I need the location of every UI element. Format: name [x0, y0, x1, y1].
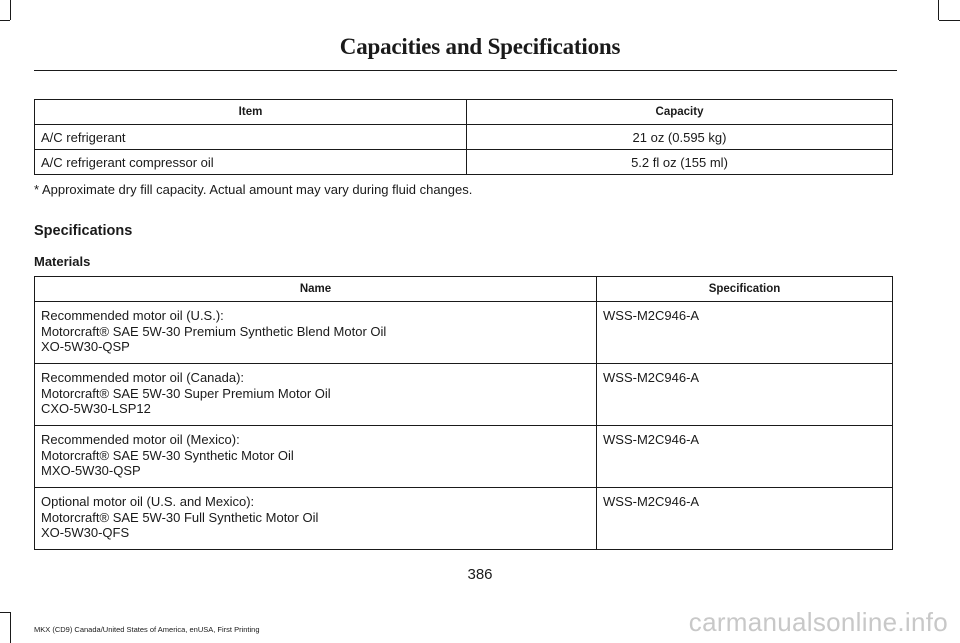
- title-rule: [34, 70, 897, 71]
- footnote: * Approximate dry fill capacity. Actual amount may vary during fluid changes.: [34, 182, 473, 197]
- specification-cell: WSS-M2C946-A: [597, 426, 893, 488]
- table-header-row: [35, 277, 893, 302]
- crop-mark-top-right-h: [939, 20, 960, 21]
- column-header-capacity: Capacity: [467, 100, 893, 125]
- section-heading: Specifications: [34, 223, 133, 239]
- sub-heading: Materials: [34, 254, 91, 269]
- table-row: [35, 364, 893, 426]
- name-cell: [35, 302, 597, 364]
- publication-footer: MKX (CD9) Canada/United States of America, enUSA, First Printing: [34, 625, 260, 634]
- name-line: Motorcraft® SAE 5W-30 Premium Synthetic Blend Motor Oil: [41, 323, 387, 339]
- watermark: carmanualsonline.info: [688, 607, 948, 637]
- name-cell: [35, 488, 597, 550]
- crop-mark-bottom-left-v: [10, 612, 11, 643]
- name-line: Optional motor oil (U.S. and Mexico):: [41, 494, 255, 509]
- name-cell: [35, 364, 597, 426]
- name-line: Motorcraft® SAE 5W-30 Synthetic Motor Oil: [41, 447, 294, 463]
- name-line: XO-5W30-QFS: [41, 525, 130, 540]
- column-header-name: Name: [35, 277, 597, 302]
- name-line: Recommended motor oil (Mexico):: [41, 432, 240, 447]
- materials-table: [34, 276, 893, 550]
- capacity-cell: 5.2 fl oz (155 ml): [467, 150, 893, 175]
- name-line: Motorcraft® SAE 5W-30 Super Premium Motor Oil: [41, 385, 331, 401]
- name-line: Recommended motor oil (Canada):: [41, 370, 245, 385]
- specification-cell: WSS-M2C946-A: [597, 302, 893, 364]
- table-row: [35, 302, 893, 364]
- table-header-row: [35, 100, 893, 125]
- column-header-specification: Specification: [597, 277, 893, 302]
- table-row: [35, 125, 893, 150]
- crop-mark-top-left-v: [10, 0, 11, 20]
- specification-cell: WSS-M2C946-A: [597, 488, 893, 550]
- table-row: [35, 488, 893, 550]
- crop-mark-top-right-v: [938, 0, 939, 20]
- crop-mark-top-left-h: [0, 20, 10, 21]
- crop-mark-bottom-left-h: [0, 612, 10, 613]
- column-header-item: Item: [35, 100, 467, 125]
- name-line: Recommended motor oil (U.S.):: [41, 308, 224, 323]
- item-cell: A/C refrigerant compressor oil: [35, 150, 467, 175]
- page-number: 386: [467, 566, 493, 583]
- name-line: MXO-5W30-QSP: [41, 463, 141, 478]
- name-line: CXO-5W30-LSP12: [41, 401, 151, 416]
- specification-cell: WSS-M2C946-A: [597, 364, 893, 426]
- name-line: XO-5W30-QSP: [41, 339, 130, 354]
- table-row: [35, 426, 893, 488]
- table-row: [35, 150, 893, 175]
- name-line: Motorcraft® SAE 5W-30 Full Synthetic Motor Oil: [41, 509, 319, 525]
- page-title: Capacities and Specifications: [339, 34, 621, 59]
- capacity-cell: 21 oz (0.595 kg): [467, 125, 893, 150]
- item-cell: A/C refrigerant: [35, 125, 467, 150]
- name-cell: [35, 426, 597, 488]
- capacity-table: [34, 99, 893, 175]
